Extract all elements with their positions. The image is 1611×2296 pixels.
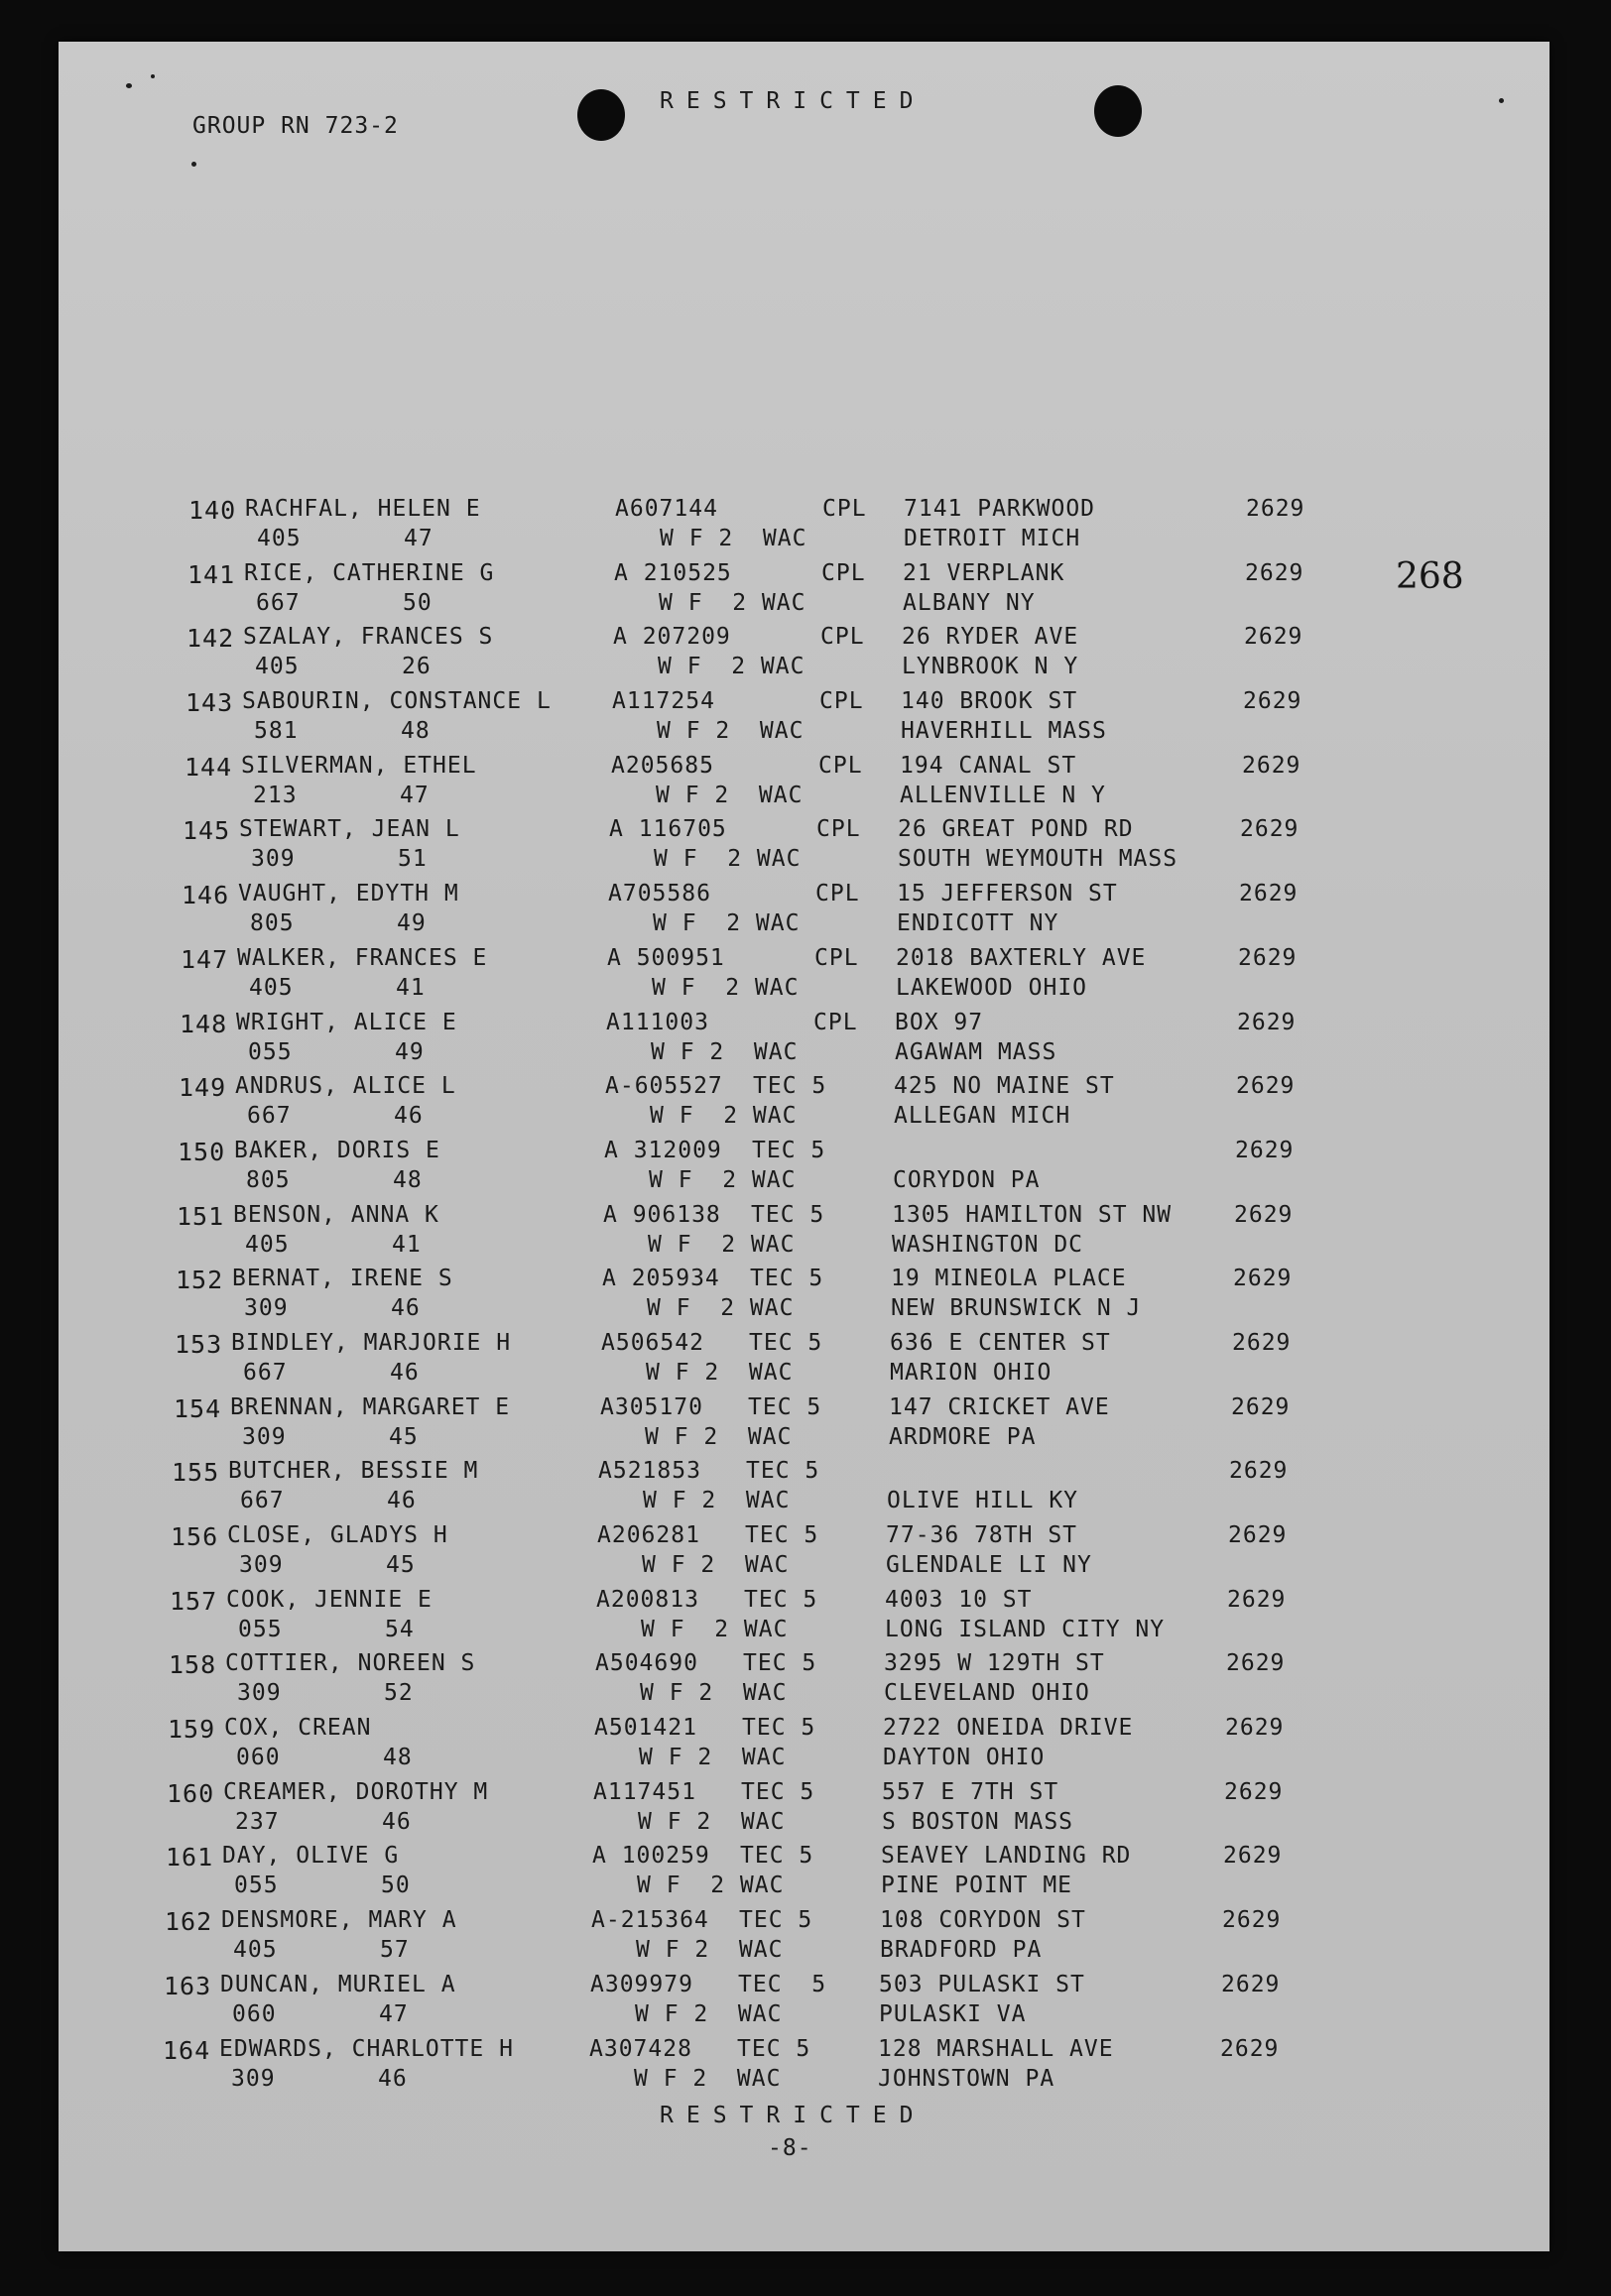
entry-city: DETROIT MICH <box>904 526 1081 551</box>
entry-city: JOHNSTOWN PA <box>878 2065 1055 2092</box>
entry-city: ALBANY NY <box>903 589 1036 616</box>
entry-status: W F 2 WAC <box>649 1166 797 1193</box>
entry-city: GLENDALE LI NY <box>886 1552 1092 1578</box>
entry-status: W F 2 WAC <box>646 1359 794 1386</box>
roster-entry <box>38 1715 1529 1779</box>
entry-age: 46 <box>382 1808 412 1835</box>
entry-code-number: 309 <box>231 2065 276 2092</box>
entry-age: 48 <box>383 1745 413 1771</box>
entry-code: 2629 <box>1229 1458 1289 1485</box>
entry-name: ANDRUS, ALICE L <box>235 1073 456 1100</box>
entry-number: 159 <box>168 1715 216 1745</box>
entry-serial: A111003 <box>606 1009 709 1035</box>
entry-age: 45 <box>389 1423 419 1450</box>
entry-code: 2629 <box>1228 1522 1288 1548</box>
entry-code-number: 805 <box>246 1166 291 1193</box>
entry-rank: TEC 5 <box>749 1329 823 1356</box>
page-number: -8- <box>768 2135 812 2161</box>
entry-name: COOK, JENNIE E <box>226 1586 433 1613</box>
entry-code: 2629 <box>1238 944 1298 971</box>
entry-name: WRIGHT, ALICE E <box>236 1009 457 1035</box>
entry-street: 26 RYDER AVE <box>902 624 1079 651</box>
entry-status: W F 2 WAC <box>647 1295 795 1322</box>
entry-city: MARION OHIO <box>890 1359 1053 1386</box>
entry-city: ARDMORE PA <box>889 1423 1037 1450</box>
entry-code: 2629 <box>1234 1201 1294 1228</box>
entry-city: ALLEGAN MICH <box>894 1103 1071 1130</box>
entry-status: W F 2 WAC <box>641 1616 789 1642</box>
entry-status: W F 2 WAC <box>648 1231 796 1258</box>
entry-status: W F 2 WAC <box>640 1680 788 1707</box>
entry-number: 150 <box>178 1137 226 1166</box>
entry-rank: TEC 5 <box>740 1843 814 1870</box>
entry-name: VAUGHT, EDYTH M <box>238 881 459 907</box>
entry-age: 46 <box>390 1359 420 1386</box>
entry-code: 2629 <box>1223 1843 1283 1870</box>
entry-rank: TEC 5 <box>751 1201 825 1228</box>
entry-street: 2722 ONEIDA DRIVE <box>883 1715 1134 1742</box>
roster-entry <box>35 1907 1526 1972</box>
group-number: GROUP RN 723-2 <box>192 113 399 139</box>
entry-code-number: 405 <box>245 1231 290 1258</box>
entry-city: BRADFORD PA <box>880 1937 1043 1964</box>
entry-number: 163 <box>164 1971 212 2000</box>
entry-street: 21 VERPLANK <box>903 559 1065 586</box>
entry-code-number: 055 <box>248 1038 293 1065</box>
entry-name: DAY, OLIVE G <box>222 1843 400 1870</box>
entry-status: W F 2 WAC <box>634 2065 782 2092</box>
entry-rank: TEC 5 <box>750 1266 824 1292</box>
entry-name: SZALAY, FRANCES S <box>243 624 494 651</box>
entry-age: 46 <box>394 1103 424 1130</box>
entry-code-number: 309 <box>237 1680 282 1707</box>
entry-code: 2629 <box>1231 1393 1291 1420</box>
entry-age: 50 <box>403 589 433 616</box>
entry-status: W F 2 WAC <box>645 1423 793 1450</box>
entry-status: W F 2 WAC <box>658 654 806 680</box>
entry-age: 54 <box>385 1616 415 1642</box>
entry-street: 4003 10 ST <box>885 1586 1033 1613</box>
entry-name: STEWART, JEAN L <box>239 816 460 843</box>
entry-number: 147 <box>181 944 229 974</box>
entry-rank: CPL <box>820 624 865 651</box>
entry-age: 46 <box>387 1488 417 1514</box>
entry-number: 162 <box>165 1907 213 1937</box>
entry-city: ALLENVILLE N Y <box>900 782 1106 808</box>
margin-page-number: 268 <box>1396 556 1464 597</box>
entry-name: BAKER, DORIS E <box>234 1137 440 1163</box>
entry-age: 26 <box>402 654 432 680</box>
entry-street: 108 CORYDON ST <box>880 1907 1086 1934</box>
entry-street: 15 JEFFERSON ST <box>897 881 1118 907</box>
entry-code: 2629 <box>1222 1907 1282 1934</box>
roster-entry <box>53 816 1544 881</box>
entry-name: BUTCHER, BESSIE M <box>228 1458 479 1485</box>
entry-street: 425 NO MAINE ST <box>894 1073 1115 1100</box>
entry-number: 151 <box>177 1201 225 1231</box>
entry-code-number: 405 <box>233 1937 278 1964</box>
entry-street: 147 CRICKET AVE <box>889 1393 1110 1420</box>
entry-serial: A 207209 <box>613 624 731 651</box>
entry-code-number: 405 <box>257 526 302 551</box>
entry-rank: TEC 5 <box>745 1522 819 1548</box>
entry-number: 152 <box>176 1266 224 1295</box>
entry-code-number: 060 <box>232 2000 277 2027</box>
entry-rank: TEC 5 <box>738 1971 827 1997</box>
entry-number: 161 <box>166 1843 214 1873</box>
entry-name: WALKER, FRANCES E <box>237 944 488 971</box>
entry-age: 47 <box>404 526 434 551</box>
entry-code-number: 405 <box>255 654 300 680</box>
entry-city: CORYDON PA <box>893 1166 1041 1193</box>
entry-rank: CPL <box>813 1009 858 1035</box>
entry-number: 141 <box>187 559 236 589</box>
entry-city: SOUTH WEYMOUTH MASS <box>898 846 1178 873</box>
entry-rank: TEC 5 <box>743 1650 817 1677</box>
entry-age: 46 <box>391 1295 421 1322</box>
entry-street: 194 CANAL ST <box>900 752 1077 779</box>
entry-age: 49 <box>397 910 427 937</box>
roster-entry <box>41 1522 1532 1587</box>
entry-rank: TEC 5 <box>748 1393 822 1420</box>
entry-number: 143 <box>186 688 234 718</box>
entry-number: 148 <box>180 1009 228 1038</box>
entry-code: 2629 <box>1245 559 1304 586</box>
ink-speck <box>151 74 155 78</box>
entry-name: RICE, CATHERINE G <box>244 559 495 586</box>
entry-status: W F 2 WAC <box>656 782 804 808</box>
roster-entry <box>46 1266 1537 1330</box>
ink-speck <box>191 162 196 167</box>
entry-code-number: 309 <box>244 1295 289 1322</box>
roster-entry <box>45 1330 1536 1394</box>
entry-status: W F 2 WAC <box>653 910 801 937</box>
entry-age: 51 <box>398 846 428 873</box>
entry-street: 2018 BAXTERLY AVE <box>896 944 1147 971</box>
entry-number: 156 <box>171 1522 219 1551</box>
entry-status: W F 2 WAC <box>657 718 805 745</box>
entry-status: W F 2 WAC <box>638 1808 786 1835</box>
entry-code: 2629 <box>1224 1778 1284 1805</box>
entry-serial: A 210525 <box>614 559 732 586</box>
entry-status: W F 2 WAC <box>636 1937 784 1964</box>
entry-city: LONG ISLAND CITY NY <box>885 1616 1166 1642</box>
entry-number: 140 <box>188 496 237 525</box>
entry-number: 142 <box>186 624 235 654</box>
entry-status: W F 2 WAC <box>639 1745 787 1771</box>
entry-code: 2629 <box>1240 816 1300 843</box>
entry-age: 57 <box>380 1937 410 1964</box>
entry-rank: TEC 5 <box>737 2035 811 2062</box>
roster-entry <box>36 1843 1527 1907</box>
entry-city: DAYTON OHIO <box>883 1745 1046 1771</box>
entry-code-number: 055 <box>238 1616 283 1642</box>
entry-city: PINE POINT ME <box>881 1873 1073 1899</box>
entry-code: 2629 <box>1244 624 1303 651</box>
entry-serial: A 906138 <box>603 1201 721 1228</box>
entry-rank: CPL <box>818 752 863 779</box>
entry-code-number: 405 <box>249 974 294 1001</box>
entry-serial: A307428 <box>589 2035 692 2062</box>
entry-street: 77-36 78TH ST <box>886 1522 1078 1548</box>
roster-entry <box>47 1202 1538 1267</box>
entry-code-number: 309 <box>239 1552 284 1578</box>
roster-entry <box>34 1972 1525 2036</box>
entry-status: W F 2 WAC <box>637 1873 785 1899</box>
entry-serial: A 205934 <box>602 1266 720 1292</box>
entry-number: 160 <box>167 1778 215 1808</box>
entry-city: HAVERHILL MASS <box>901 718 1107 745</box>
entry-status: W F 2 WAC <box>659 589 806 616</box>
entry-code: 2629 <box>1236 1073 1296 1100</box>
entry-code-number: 055 <box>234 1873 279 1899</box>
roster-entry <box>58 560 1549 625</box>
entry-rank: TEC 5 <box>739 1907 813 1934</box>
entry-street: BOX 97 <box>895 1009 984 1035</box>
entry-code: 2629 <box>1220 2035 1280 2062</box>
roster-entry <box>48 1138 1539 1202</box>
entry-name: COTTIER, NOREEN S <box>225 1650 476 1677</box>
entry-name: BENSON, ANNA K <box>233 1201 439 1228</box>
entry-code-number: 213 <box>253 782 298 808</box>
entry-serial: A305170 <box>600 1393 703 1420</box>
entry-serial: A-605527 <box>605 1073 723 1100</box>
entry-street: 7141 PARKWOOD <box>904 496 1096 522</box>
entry-rank: TEC 5 <box>753 1073 827 1100</box>
entry-age: 45 <box>386 1552 416 1578</box>
entry-name: DENSMORE, MARY A <box>221 1907 457 1934</box>
entry-rank: TEC 5 <box>746 1458 820 1485</box>
entry-city: AGAWAM MASS <box>895 1038 1057 1065</box>
entry-rank: CPL <box>821 559 866 586</box>
entry-code: 2629 <box>1225 1715 1285 1742</box>
entry-name: DUNCAN, MURIEL A <box>220 1971 456 1997</box>
entry-street: 128 MARSHALL AVE <box>878 2035 1114 2062</box>
entry-serial: A117254 <box>612 688 715 715</box>
roster-entry <box>57 624 1548 688</box>
entry-code: 2629 <box>1242 752 1301 779</box>
entry-status: W F 2 WAC <box>660 526 807 551</box>
entry-street: 26 GREAT POND RD <box>898 816 1134 843</box>
entry-serial: A309979 <box>590 1971 693 1997</box>
roster-entry <box>49 1073 1540 1138</box>
personnel-roster <box>59 496 1549 2100</box>
entry-age: 47 <box>400 782 430 808</box>
entry-code: 2629 <box>1226 1650 1286 1677</box>
punch-hole-right <box>1094 85 1142 137</box>
entry-age: 41 <box>396 974 426 1001</box>
entry-street: 1305 HAMILTON ST NW <box>892 1201 1173 1228</box>
entry-serial: A607144 <box>615 496 718 522</box>
entry-name: EDWARDS, CHARLOTTE H <box>219 2035 514 2062</box>
entry-code: 2629 <box>1221 1971 1281 1997</box>
entry-city: NEW BRUNSWICK N J <box>891 1295 1142 1322</box>
entry-serial: A117451 <box>593 1778 696 1805</box>
entry-name: CLOSE, GLADYS H <box>227 1522 448 1548</box>
entry-code-number: 667 <box>243 1359 288 1386</box>
entry-city: CLEVELAND OHIO <box>884 1680 1090 1707</box>
entry-code-number: 581 <box>254 718 299 745</box>
entry-age: 48 <box>401 718 431 745</box>
entry-number: 149 <box>179 1073 227 1103</box>
roster-entry <box>33 2036 1524 2101</box>
entry-serial: A504690 <box>595 1650 698 1677</box>
entry-status: W F 2 WAC <box>652 974 800 1001</box>
roster-entry <box>42 1458 1533 1522</box>
roster-entry <box>52 881 1543 945</box>
entry-age: 52 <box>384 1680 414 1707</box>
entry-serial: A 100259 <box>592 1843 710 1870</box>
entry-code-number: 309 <box>251 846 296 873</box>
entry-street: 503 PULASKI ST <box>879 1971 1085 1997</box>
entry-number: 153 <box>175 1329 223 1359</box>
entry-code-number: 309 <box>242 1423 287 1450</box>
roster-entry <box>40 1587 1531 1651</box>
entry-city: ENDICOTT NY <box>897 910 1059 937</box>
entry-age: 46 <box>378 2065 408 2092</box>
entry-code: 2629 <box>1237 1009 1297 1035</box>
entry-status: W F 2 WAC <box>650 1103 798 1130</box>
entry-rank: CPL <box>822 496 867 522</box>
document-page <box>59 42 1549 2251</box>
entry-rank: TEC 5 <box>744 1586 818 1613</box>
entry-code-number: 237 <box>235 1808 280 1835</box>
entry-age: 50 <box>381 1873 411 1899</box>
entry-code: 2629 <box>1232 1329 1292 1356</box>
entry-status: W F 2 WAC <box>654 846 802 873</box>
roster-entry <box>37 1779 1528 1844</box>
entry-code: 2629 <box>1246 496 1305 522</box>
roster-entry <box>56 688 1547 753</box>
entry-serial: A205685 <box>611 752 714 779</box>
entry-code-number: 667 <box>240 1488 285 1514</box>
entry-code-number: 060 <box>236 1745 281 1771</box>
entry-city: LAKEWOOD OHIO <box>896 974 1088 1001</box>
entry-serial: A501421 <box>594 1715 697 1742</box>
entry-city: LYNBROOK N Y <box>902 654 1079 680</box>
entry-serial: A 116705 <box>609 816 727 843</box>
entry-street: 19 MINEOLA PLACE <box>891 1266 1127 1292</box>
entry-city: OLIVE HILL KY <box>887 1488 1079 1514</box>
entry-serial: A705586 <box>608 881 711 907</box>
ink-speck <box>1499 98 1504 103</box>
entry-serial: A 500951 <box>607 944 725 971</box>
entry-number: 157 <box>170 1586 218 1616</box>
classification-bottom: RESTRICTED <box>660 2103 927 2128</box>
roster-entry <box>51 945 1542 1010</box>
entry-street: 557 E 7TH ST <box>882 1778 1059 1805</box>
ink-speck <box>126 83 132 88</box>
entry-number: 154 <box>174 1393 222 1423</box>
entry-status: W F 2 WAC <box>651 1038 799 1065</box>
entry-age: 41 <box>392 1231 422 1258</box>
entry-city: S BOSTON MASS <box>882 1808 1074 1835</box>
roster-entry <box>39 1650 1530 1715</box>
entry-number: 144 <box>185 752 233 782</box>
entry-code-number: 667 <box>247 1103 292 1130</box>
entry-serial: A206281 <box>597 1522 700 1548</box>
entry-street: 636 E CENTER ST <box>890 1329 1111 1356</box>
entry-number: 145 <box>183 816 231 846</box>
entry-street: 3295 W 129TH ST <box>884 1650 1105 1677</box>
entry-status: W F 2 WAC <box>642 1552 790 1578</box>
entry-street: SEAVEY LANDING RD <box>881 1843 1132 1870</box>
entry-serial: A-215364 <box>591 1907 709 1934</box>
entry-rank: TEC 5 <box>742 1715 816 1742</box>
entry-code: 2629 <box>1239 881 1299 907</box>
roster-entry <box>59 496 1549 560</box>
entry-number: 164 <box>163 2035 211 2065</box>
entry-city: WASHINGTON DC <box>892 1231 1084 1258</box>
entry-name: CREAMER, DOROTHY M <box>223 1778 489 1805</box>
entry-status: W F 2 WAC <box>635 2000 783 2027</box>
entry-code: 2629 <box>1243 688 1302 715</box>
entry-code-number: 805 <box>250 910 295 937</box>
entry-city: PULASKI VA <box>879 2000 1027 2027</box>
entry-age: 48 <box>393 1166 423 1193</box>
entry-rank: CPL <box>819 688 864 715</box>
entry-number: 158 <box>169 1650 217 1680</box>
entry-rank: CPL <box>816 816 861 843</box>
entry-code: 2629 <box>1227 1586 1287 1613</box>
entry-rank: TEC 5 <box>752 1137 826 1163</box>
entry-street: 140 BROOK ST <box>901 688 1078 715</box>
entry-age: 49 <box>395 1038 425 1065</box>
entry-name: SABOURIN, CONSTANCE L <box>242 688 552 715</box>
entry-name: SILVERMAN, ETHEL <box>241 752 477 779</box>
punch-hole-left <box>577 89 625 141</box>
entry-name: BERNAT, IRENE S <box>232 1266 453 1292</box>
entry-code-number: 667 <box>256 589 301 616</box>
classification-top: RESTRICTED <box>660 88 927 114</box>
entry-age: 47 <box>379 2000 409 2027</box>
entry-status: W F 2 WAC <box>643 1488 791 1514</box>
entry-rank: CPL <box>815 881 860 907</box>
entry-name: COX, CREAN <box>224 1715 372 1742</box>
roster-entry <box>44 1394 1535 1459</box>
entry-rank: TEC 5 <box>741 1778 815 1805</box>
entry-serial: A 312009 <box>604 1137 722 1163</box>
entry-serial: A521853 <box>598 1458 701 1485</box>
entry-serial: A506542 <box>601 1329 704 1356</box>
entry-name: BRENNAN, MARGARET E <box>230 1393 511 1420</box>
entry-name: RACHFAL, HELEN E <box>245 496 481 522</box>
entry-code: 2629 <box>1235 1137 1295 1163</box>
entry-rank: CPL <box>814 944 859 971</box>
entry-number: 155 <box>172 1458 220 1488</box>
entry-number: 146 <box>182 881 230 910</box>
entry-code: 2629 <box>1233 1266 1293 1292</box>
entry-name: BINDLEY, MARJORIE H <box>231 1329 512 1356</box>
roster-entry <box>50 1010 1541 1074</box>
entry-serial: A200813 <box>596 1586 699 1613</box>
roster-entry <box>55 753 1546 817</box>
